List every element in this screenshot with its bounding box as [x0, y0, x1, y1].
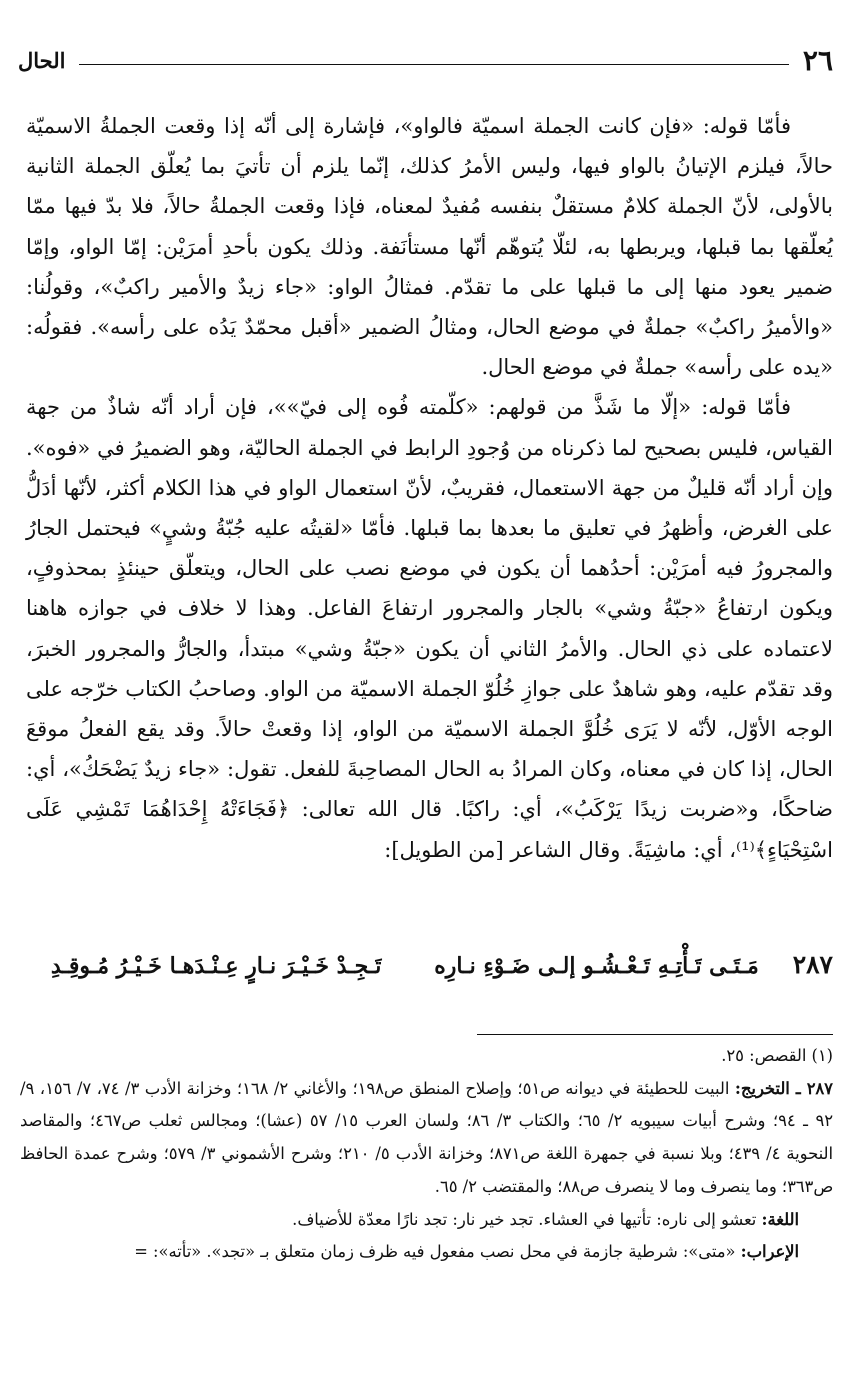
irab-text: «متى»: شرطية جازمة في محل نصب مفعول فيه ظرف زمان متعلق بـ «تجد». «تأته»: = — [134, 1242, 736, 1262]
lugha-label: اللغة: — [761, 1209, 799, 1229]
verse-second-hemistich: تَـجِـدْ خَـيْـرَ نـارٍ عِـنْـدَهـا خَـيْـرُ مُـوقِـدِ — [50, 953, 382, 979]
lugha-text: تعشو إلى ناره: تأتيها في العشاء. تجد خير نار: تجد نارًا معدّة للأضياف. — [292, 1209, 757, 1229]
takhrij-label: ٢٨٧ ـ التخريج: — [734, 1078, 833, 1098]
running-title: الحال — [18, 47, 66, 73]
footnotes — [20, 1040, 833, 1269]
irab-label: الإعراب: — [740, 1242, 799, 1262]
page-header — [18, 44, 833, 76]
main-text — [26, 106, 833, 870]
page-number: ٢٦ — [802, 43, 833, 77]
verse-number: ٢٨٧ — [792, 950, 833, 979]
paragraph: فأمّا قوله: «فإن كانت الجملة اسميّة فالواو»، فإشارة إلى أنّه إذا وقعت الجملةُ الاسميّة حالاً، فيلزم الإتيانُ بالواو فيها، وليس الأمرُ كذلك، إنّما يلزم أن تأتيَ بما يُعلّق الجملة الثانية بالأولى، لأنّ الجملة كلامٌ مستقلٌ بنفسه مُفيدٌ لمعناه، فإذا وقعت الجملةُ حالاً، فلا بدّ فيها ممّا يُعلّقها بما قبلها، ويربطها به، لئلّا يُتوهّم أنّها مستأنَفة. وذلك يكون بأحدِ أمرَيْن: إمّا الواو، وإمّا ضمير يعود منها إلى ما قبلها على ما تقدّم. فمثالُ الواو: «جاء زيدٌ والأمير راكبٌ»، وقولُنا: «والأميرُ راكبٌ» جملةٌ في موضع الحال، ومثالُ الضمير «أقبل محمّدٌ يَدُه على رأسه». فقولُه: «يده على رأسه» جملةٌ في موضع الحال. — [26, 114, 833, 380]
header-rule — [79, 64, 788, 65]
footnote-lugha — [20, 1204, 833, 1237]
paragraph: فأمّا قوله: «إلّا ما شَذَّ من قولهم: «كلّمته فُوه إلى فيّ»»، فإن أراد أنّه شاذٌ من جهة القياس، فليس بصحيح لما ذكرناه من وُجودِ الرابط في الجملة الحاليّة، وهو الضميرُ في «فوه». وإن أراد أنّه قليلٌ من جهة الاستعمال، فقريبٌ، لأنّ استعمال الواو في هذا الكلام أكثر، لأنّها أدَلُّ على الغرض، وأظهرُ في تعليق ما بعدها بما قبلها. فأمّا «لقيتُه عليه جُبّةُ وشيٍ» فيحتمل الجارُ والمجرورُ فيه أمرَيْن: أحدُهما أن يكون في موضع نصب على الحال، ويتعلّق حينئذٍ بمحذوفٍ، ويكون ارتفاعُ «جبّةُ وشي» بالجار والمجرور ارتفاعَ الفاعل. وهذا لا خلاف في جوازه هاهنا لاعتماده على ذي الحال. والأمرُ الثاني أن يكون «جبّةُ وشي» مبتدأ، والجارُّ والمجرور الخبرَ، وقد تقدّم عليه، وهو شاهدٌ على جوازِ خُلُوّ الجملة الاسميّة من الواو. وصاحبُ الكتاب خرّجه على الوجه الأوّل، لأنّه لا يَرَى خُلُوَّ الجملة الاسميّة من الواو، إذا وقعتْ حالاً. وقد يقع الفعلُ موقعَ الحال، إذا كان في معناه، وكان المرادُ به الحال المصاحِبةَ للفعل. تقول: «جاء زيدٌ يَضْحَكُ»، أي: ضاحكًا، و«ضربت زيدًا يَرْكَبُ»، أي: راكبًا. قال الله تعالى: ﴿فَجَاءَتْهُ إِحْدَاهُمَا تَمْشِي عَلَى اسْتِحْيَاءٍ﴾⁽¹⁾، أي: ماشِيَةً. وقال الشاعر [من الطويل]: — [26, 395, 833, 862]
poetry-verse — [26, 950, 833, 990]
footnote-irab — [20, 1236, 833, 1269]
verse-first-hemistich: مَـتَـى تَـأْتِـهِ تَـعْـشُـو إلـى ضَـوْءِ نـارِه — [434, 953, 759, 979]
footnote-1: (١) القصص: ٢٥. — [721, 1046, 833, 1065]
takhrij-text: البيت للحطيئة في ديوانه ص٥١؛ وإصلاح المنطق ص١٩٨؛ والأغاني ٢/ ١٦٨؛ وخزانة الأدب ٣/ ٧٤، ٧/ ١٥٦، ٩/ ٩٢ ـ ٩٤؛ وشرح أبيات سيبويه ٢/ ٦٥؛ والكتاب ٣/ ٨٦؛ ولسان العرب ١٥/ ٥٧ (عشا)؛ ومجالس ثعلب ص٤٦٧؛ والمقاصد النحوية ٤/ ٤٣٩؛ وبلا نسبة في جمهرة اللغة ص٨٧١؛ وخزانة الأدب ٥/ ٢١٠؛ وشرح الأشموني ٣/ ٥٧٩؛ وشرح عمدة الحافظ ص٣٦٣؛ وما ينصرف وما لا ينصرف ص٨٨؛ والمقتضب ٢/ ٦٥. — [20, 1078, 833, 1196]
footnote-takhrij — [20, 1073, 833, 1204]
footnote-separator — [477, 1034, 833, 1035]
